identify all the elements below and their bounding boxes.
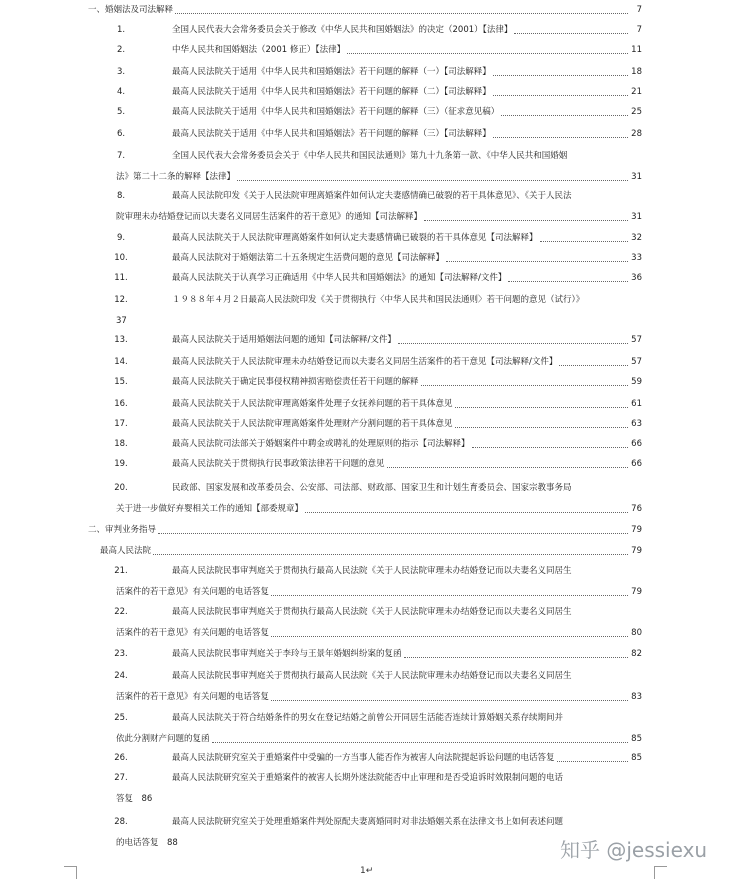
toc-entry-title[interactable]: 最高人民法院关于贯彻执行民事政策法律若干问题的意见 bbox=[172, 459, 385, 469]
toc-leader bbox=[508, 281, 628, 282]
toc-leader bbox=[493, 137, 628, 138]
toc-leader bbox=[557, 761, 628, 762]
toc-entry-number: 18. bbox=[114, 439, 128, 449]
toc-page-number[interactable]: 7 bbox=[636, 5, 642, 15]
toc-leader bbox=[175, 13, 628, 14]
toc-entry-title[interactable]: 37 bbox=[116, 316, 127, 326]
toc-leader bbox=[493, 75, 628, 76]
toc-entry-title[interactable]: 全国人民代表大会常务委员会关于修改《中华人民共和国婚姻法》的决定（2001）【法律】 bbox=[172, 25, 513, 35]
toc-entry-title[interactable]: 最高人民法院对于婚姻法第二十五条规定生活费问题的意见【司法解释】 bbox=[172, 253, 445, 263]
toc-subsection-heading[interactable]: 最高人民法院 bbox=[100, 546, 152, 556]
toc-leader bbox=[237, 180, 628, 181]
toc-leader bbox=[153, 554, 628, 555]
toc-entry-title[interactable]: 民政部、国家发展和改革委员会、公安部、司法部、财政部、国家卫生和计划生育委员会、国家宗教事务局 bbox=[172, 483, 572, 493]
toc-entry-number: 7. bbox=[116, 151, 126, 161]
toc-entry-number: 17. bbox=[114, 419, 128, 429]
toc-entry-title[interactable]: 最高人民法院民事审判庭关于贯彻执行最高人民法院《关于人民法院审理未办结婚登记而以夫妻名义同居生 bbox=[172, 566, 572, 576]
toc-page-number[interactable]: 7 bbox=[636, 25, 642, 35]
toc-entry-title[interactable]: 最高人民法院关于适用《中华人民共和国婚姻法》若干问题的解释（三）【司法解释】 bbox=[172, 129, 491, 139]
toc-entry-title[interactable]: 最高人民法院关于适用《中华人民共和国婚姻法》若干问题的解释（三）（征求意见稿） bbox=[172, 107, 500, 117]
toc-entry-number: 3. bbox=[116, 67, 126, 77]
toc-entry-title[interactable]: 全国人民代表大会常务委员会关于《中华人民共和国民法通则》第九十九条第一款、《中华人民共和国婚姻 bbox=[172, 151, 568, 161]
toc-entry-number: 26. bbox=[114, 753, 128, 763]
toc-section-heading[interactable]: 一、婚姻法及司法解释 bbox=[88, 5, 174, 15]
toc-entry-number: 24. bbox=[114, 671, 128, 681]
toc-entry-number: 23. bbox=[114, 649, 128, 659]
toc-entry-title[interactable]: 依此分割财产问题的复函 bbox=[116, 734, 210, 744]
toc-entry-title[interactable]: 最高人民法院研究室关于处理重婚案件判处原配夫妻离婚同时对非法婚姻关系在法律文书上如何表述问题 bbox=[172, 817, 564, 827]
corner-mark-left bbox=[64, 866, 77, 879]
toc-entry-title[interactable]: 关于进一步做好弃婴相关工作的通知【部委规章】 bbox=[116, 504, 304, 514]
toc-leader bbox=[424, 220, 628, 221]
toc-leader bbox=[446, 261, 628, 262]
toc-entry-title[interactable]: 最高人民法院关于确定民事侵权精神损害赔偿责任若干问题的解释 bbox=[172, 377, 419, 387]
toc-page-number[interactable]: 57 bbox=[631, 335, 642, 345]
toc-entry-title[interactable]: 最高人民法院民事审判庭关于贯彻执行最高人民法院《关于人民法院审理未办结婚登记而以夫妻名义同居生 bbox=[172, 607, 572, 617]
toc-page-number[interactable]: 57 bbox=[631, 357, 642, 367]
toc-page-number[interactable]: 63 bbox=[631, 419, 642, 429]
toc-leader bbox=[421, 385, 628, 386]
toc-page-number[interactable]: 76 bbox=[631, 504, 642, 514]
toc-entry-number: 6. bbox=[116, 129, 126, 139]
toc-leader bbox=[212, 742, 628, 743]
toc-entry-title[interactable]: 最高人民法院关于适用《中华人民共和国婚姻法》若干问题的解释（一）【司法解释】 bbox=[172, 67, 491, 77]
toc-entry-number: 20. bbox=[114, 483, 128, 493]
watermark-text: 知乎 @jessiexu bbox=[560, 838, 708, 862]
toc-page-number[interactable]: 21 bbox=[631, 87, 642, 97]
toc-entry-number: 25. bbox=[114, 713, 128, 723]
toc-entry-title[interactable]: 最高人民法院关于人民法院审理离婚案件处理子女抚养问题的若干具体意见 bbox=[172, 399, 453, 409]
toc-page-number[interactable]: 79 bbox=[631, 587, 642, 597]
toc-leader bbox=[271, 595, 628, 596]
toc-entry-title[interactable]: 答复 86 bbox=[116, 794, 153, 804]
toc-section-heading[interactable]: 二、审判业务指导 bbox=[88, 525, 157, 535]
toc-entry-number: 15. bbox=[114, 377, 128, 387]
toc-entry-number: 10. bbox=[114, 253, 128, 263]
toc-leader bbox=[158, 533, 628, 534]
toc-entry-number: 19. bbox=[114, 459, 128, 469]
toc-leader bbox=[472, 447, 628, 448]
toc-page-number[interactable]: 31 bbox=[631, 212, 642, 222]
toc-leader bbox=[271, 636, 628, 637]
toc-entry-number: 11. bbox=[114, 273, 128, 283]
toc-entry-number: 27. bbox=[114, 773, 128, 783]
toc-entry-number: 16. bbox=[114, 399, 128, 409]
toc-leader bbox=[305, 512, 628, 513]
toc-leader bbox=[514, 33, 628, 34]
toc-page-number[interactable]: 25 bbox=[631, 107, 642, 117]
toc-entry-title[interactable]: 最高人民法院研究室关于重婚案件中受骗的一方当事人能否作为被害人向法院提起诉讼问题的电话答复 bbox=[172, 753, 555, 763]
toc-leader bbox=[455, 427, 628, 428]
toc-entry-title[interactable]: 活案件的若干意见》有关问题的电话答复 bbox=[116, 692, 270, 702]
toc-entry-title[interactable]: 法》第二十二条的解释【法律】 bbox=[116, 172, 236, 182]
toc-page-number[interactable]: 33 bbox=[631, 253, 642, 263]
toc-page-number[interactable]: 36 bbox=[631, 273, 642, 283]
toc-entry-number: 8. bbox=[116, 191, 126, 201]
toc-entry-number: 9. bbox=[116, 233, 126, 243]
toc-entry-number: 14. bbox=[114, 357, 128, 367]
toc-leader bbox=[493, 95, 628, 96]
toc-page-number[interactable]: 18 bbox=[631, 67, 642, 77]
footer-page-number: 1↵ bbox=[360, 866, 374, 876]
toc-page-number[interactable]: 59 bbox=[631, 377, 642, 387]
toc-leader bbox=[271, 700, 628, 701]
toc-leader bbox=[455, 407, 628, 408]
toc-entry-title[interactable]: 最高人民法院关于人民法院审理未办结婚登记而以夫妻名义同居生活案件的若干意见【司法解释/文件】 bbox=[172, 357, 558, 367]
toc-entry-title[interactable]: １９８８年４月２日最高人民法院印发《关于贯彻执行〈中华人民共和国民法通则〉若干问题的意见（试行）》 bbox=[172, 295, 585, 305]
toc-entry-title[interactable]: 最高人民法院关于适用《中华人民共和国婚姻法》若干问题的解释（二）【司法解释】 bbox=[172, 87, 491, 97]
toc-entry-title[interactable]: 最高人民法院司法部关于婚姻案件中聘金或聘礼的处理原则的指示【司法解释】 bbox=[172, 439, 470, 449]
toc-entry-title[interactable]: 的电话答复 88 bbox=[116, 838, 178, 848]
toc-entry-number: 22. bbox=[114, 607, 128, 617]
toc-entry-title[interactable]: 最高人民法院印发《关于人民法院审理离婚案件如何认定夫妻感情确已破裂的若干具体意见》、《关于人民法 bbox=[172, 191, 572, 201]
toc-page-number[interactable]: 79 bbox=[631, 546, 642, 556]
toc-leader bbox=[387, 467, 628, 468]
toc-entry-title[interactable]: 中华人民共和国婚姻法（2001 修正）【法律】 bbox=[172, 45, 346, 55]
toc-leader bbox=[398, 343, 628, 344]
toc-page-number[interactable]: 83 bbox=[631, 692, 642, 702]
toc-page-number[interactable]: 31 bbox=[631, 172, 642, 182]
toc-page-number[interactable]: 66 bbox=[631, 459, 642, 469]
toc-leader bbox=[404, 657, 628, 658]
toc-entry-title[interactable]: 院审理未办结婚登记而以夫妻名义同居生活案件的若干意见》的通知【司法解释】 bbox=[116, 212, 423, 222]
toc-entry-number: 28. bbox=[114, 817, 128, 827]
toc-entry-number: 12. bbox=[114, 295, 128, 305]
toc-page-number[interactable]: 61 bbox=[631, 399, 642, 409]
toc-page-number[interactable]: 28 bbox=[631, 129, 642, 139]
toc-entry-number: 4. bbox=[116, 87, 126, 97]
toc-page-number[interactable]: 80 bbox=[631, 628, 642, 638]
toc-entry-title[interactable]: 最高人民法院研究室关于重婚案件的被害人长期外迷法院能否中止审理和是否受追诉时效限制问题的电话 bbox=[172, 773, 564, 783]
toc-entry-title[interactable]: 最高人民法院民事审判庭关于李玲与王景年婚姻纠纷案的复函 bbox=[172, 649, 402, 659]
toc-entry-title[interactable]: 最高人民法院民事审判庭关于贯彻执行最高人民法院《关于人民法院审理未办结婚登记而以夫妻名义同居生 bbox=[172, 671, 572, 681]
toc-page-number[interactable]: 82 bbox=[631, 649, 642, 659]
toc-entry-title[interactable]: 活案件的若干意见》有关问题的电话答复 bbox=[116, 587, 270, 597]
toc-entry-title[interactable]: 最高人民法院关于认真学习正确适用《中华人民共和国婚姻法》的通知【司法解释/文件】 bbox=[172, 273, 507, 283]
toc-leader bbox=[559, 365, 628, 366]
toc-entry-title[interactable]: 最高人民法院关于人民法院审理离婚案件如何认定夫妻感情确已破裂的若干具体意见【司法解释】 bbox=[172, 233, 538, 243]
toc-entry-number: 1. bbox=[116, 25, 126, 35]
toc-entry-number: 13. bbox=[114, 335, 128, 345]
toc-leader bbox=[540, 241, 628, 242]
toc-entry-title[interactable]: 最高人民法院关于适用婚姻法问题的通知【司法解释/文件】 bbox=[172, 335, 396, 345]
toc-leader bbox=[347, 53, 628, 54]
toc-entry-number: 2. bbox=[116, 45, 126, 55]
toc-page-number[interactable]: 85 bbox=[631, 753, 642, 763]
toc-entry-title[interactable]: 最高人民法院关于符合结婚条件的男女在登记结婚之前曾公开同居生活能否连续计算婚姻关系存续期间并 bbox=[172, 713, 564, 723]
toc-page-number[interactable]: 85 bbox=[631, 734, 642, 744]
toc-page-number[interactable]: 32 bbox=[631, 233, 642, 243]
toc-page-number[interactable]: 79 bbox=[631, 525, 642, 535]
toc-page-number[interactable]: 66 bbox=[631, 439, 642, 449]
toc-leader bbox=[501, 115, 628, 116]
toc-entry-number: 21. bbox=[114, 566, 128, 576]
toc-page-number[interactable]: 11 bbox=[631, 45, 642, 55]
corner-mark-right bbox=[654, 866, 667, 879]
toc-entry-number: 5. bbox=[116, 107, 126, 117]
toc-entry-title[interactable]: 活案件的若干意见》有关问题的电话答复 bbox=[116, 628, 270, 638]
toc-entry-title[interactable]: 最高人民法院关于人民法院审理离婚案件处理财产分割问题的若干具体意见 bbox=[172, 419, 453, 429]
